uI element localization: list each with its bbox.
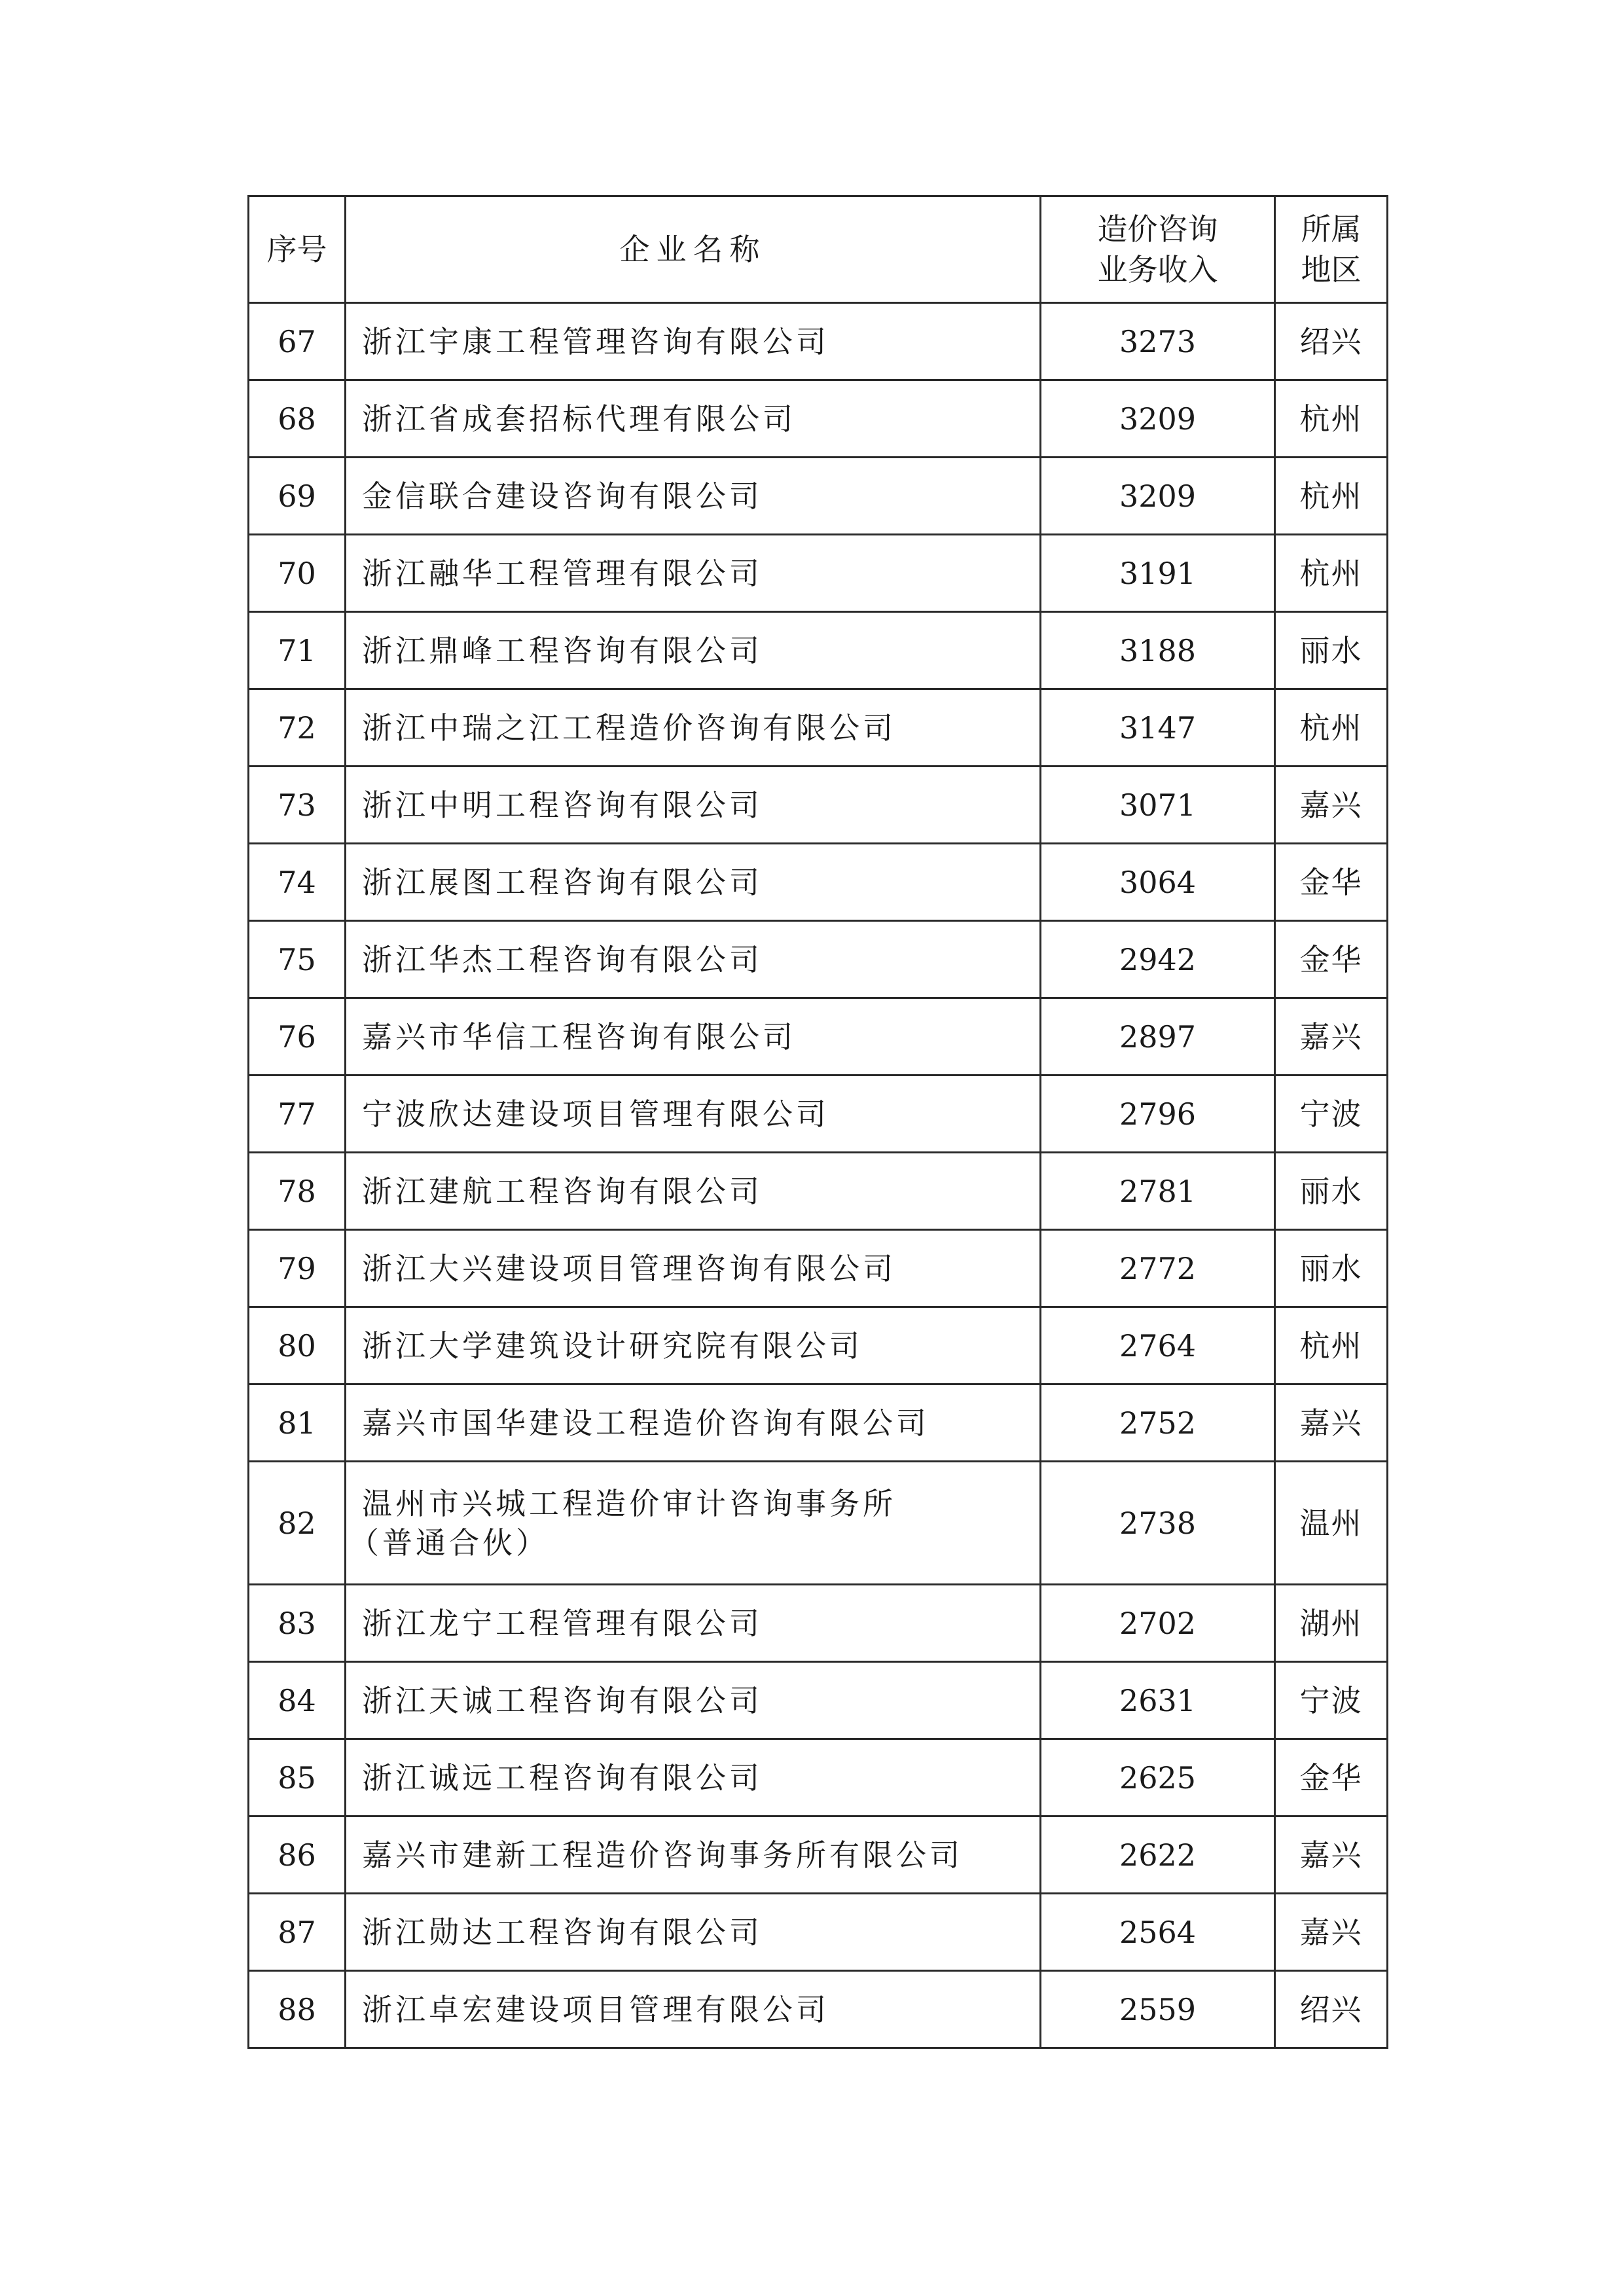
cell-company-name (346, 1971, 1041, 2048)
cell-company-name (346, 1816, 1041, 1894)
cell-region: 嘉兴 (1275, 998, 1388, 1075)
cell-revenue: 2631 (1041, 1662, 1275, 1739)
company-name-line1: 宁波欣达建设项目管理有限公司 (362, 1096, 829, 1132)
cell-revenue: 3273 (1041, 303, 1275, 380)
cell-no: 87 (249, 1894, 346, 1971)
cell-no: 68 (249, 380, 346, 458)
cell-company-name (346, 689, 1041, 767)
company-name-line1: 浙江鼎峰工程咨询有限公司 (362, 632, 763, 668)
ranking-table (247, 195, 1388, 2049)
table-row (249, 612, 1388, 689)
cell-company-name (346, 535, 1041, 612)
cell-no: 81 (249, 1384, 346, 1462)
cell-region: 绍兴 (1275, 303, 1388, 380)
table-row (249, 1307, 1388, 1384)
cell-no: 73 (249, 767, 346, 844)
cell-no: 71 (249, 612, 346, 689)
cell-region: 金华 (1275, 1739, 1388, 1816)
cell-region: 丽水 (1275, 1230, 1388, 1307)
table-row (249, 1230, 1388, 1307)
company-name-line1: 金信联合建设咨询有限公司 (362, 478, 763, 514)
cell-company-name (346, 1739, 1041, 1816)
cell-region: 嘉兴 (1275, 767, 1388, 844)
company-name-line1: 嘉兴市国华建设工程造价咨询有限公司 (362, 1405, 929, 1441)
cell-revenue: 2897 (1041, 998, 1275, 1075)
header-name: 企业名称 (346, 196, 1041, 303)
cell-region: 温州 (1275, 1462, 1388, 1585)
company-name-line1: 浙江展图工程咨询有限公司 (362, 864, 763, 900)
table-row (249, 767, 1388, 844)
cell-company-name (346, 1585, 1041, 1662)
cell-no: 75 (249, 921, 346, 998)
company-name-line1: 浙江建航工程咨询有限公司 (362, 1173, 763, 1209)
company-name-line1: 浙江天诚工程咨询有限公司 (362, 1682, 763, 1718)
header-region-line2: 地区 (1301, 252, 1362, 287)
cell-no: 70 (249, 535, 346, 612)
header-region (1275, 196, 1388, 303)
cell-no: 84 (249, 1662, 346, 1739)
cell-no: 74 (249, 844, 346, 921)
company-name-line1: 浙江龙宁工程管理有限公司 (362, 1605, 763, 1641)
header-revenue (1041, 196, 1275, 303)
cell-region: 丽水 (1275, 612, 1388, 689)
company-name-line1: 浙江大兴建设项目管理咨询有限公司 (362, 1250, 896, 1286)
cell-region: 宁波 (1275, 1662, 1388, 1739)
cell-no: 78 (249, 1153, 346, 1230)
cell-no: 67 (249, 303, 346, 380)
table-row (249, 303, 1388, 380)
cell-company-name (346, 303, 1041, 380)
cell-company-name (346, 1384, 1041, 1462)
company-name-line1: 浙江华杰工程咨询有限公司 (362, 941, 763, 977)
header-region-line1: 所属 (1301, 211, 1362, 247)
cell-no: 80 (249, 1307, 346, 1384)
cell-revenue: 2772 (1041, 1230, 1275, 1307)
cell-revenue: 3188 (1041, 612, 1275, 689)
cell-region: 杭州 (1275, 458, 1388, 535)
company-name-line1: 浙江勋达工程咨询有限公司 (362, 1914, 763, 1950)
company-name-line2: （普通合伙） (349, 1525, 549, 1561)
table-row (249, 535, 1388, 612)
table-row (249, 1075, 1388, 1153)
company-name-line1: 浙江大学建筑设计研究院有限公司 (362, 1328, 863, 1364)
cell-company-name (346, 921, 1041, 998)
cell-company-name (346, 1662, 1041, 1739)
company-name-line1: 浙江省成套招标代理有限公司 (362, 401, 796, 437)
cell-revenue: 2622 (1041, 1816, 1275, 1894)
cell-no: 76 (249, 998, 346, 1075)
company-name-line1: 浙江宇康工程管理咨询有限公司 (362, 323, 829, 359)
company-name-line1: 温州市兴城工程造价审计咨询事务所 (362, 1485, 896, 1521)
cell-region: 嘉兴 (1275, 1816, 1388, 1894)
cell-no: 72 (249, 689, 346, 767)
cell-no: 79 (249, 1230, 346, 1307)
cell-region: 宁波 (1275, 1075, 1388, 1153)
cell-company-name (346, 1462, 1041, 1585)
cell-company-name (346, 1075, 1041, 1153)
cell-company-name (346, 1230, 1041, 1307)
table-row (249, 1153, 1388, 1230)
cell-revenue: 2942 (1041, 921, 1275, 998)
cell-company-name (346, 844, 1041, 921)
cell-region: 嘉兴 (1275, 1384, 1388, 1462)
table-row (249, 1462, 1388, 1585)
cell-revenue: 2796 (1041, 1075, 1275, 1153)
table-row (249, 458, 1388, 535)
table-row (249, 689, 1388, 767)
cell-company-name (346, 612, 1041, 689)
cell-revenue: 2738 (1041, 1462, 1275, 1585)
cell-company-name (346, 380, 1041, 458)
cell-region: 湖州 (1275, 1585, 1388, 1662)
cell-revenue: 3147 (1041, 689, 1275, 767)
cell-company-name (346, 1307, 1041, 1384)
cell-revenue: 2764 (1041, 1307, 1275, 1384)
cell-region: 绍兴 (1275, 1971, 1388, 2048)
cell-revenue: 2625 (1041, 1739, 1275, 1816)
cell-revenue: 3209 (1041, 458, 1275, 535)
table-row (249, 1739, 1388, 1816)
cell-revenue: 3064 (1041, 844, 1275, 921)
cell-region: 丽水 (1275, 1153, 1388, 1230)
cell-region: 金华 (1275, 844, 1388, 921)
company-name-line1: 浙江诚远工程咨询有限公司 (362, 1760, 763, 1796)
cell-revenue: 3191 (1041, 535, 1275, 612)
table-row (249, 1971, 1388, 2048)
company-name-line1: 浙江卓宏建设项目管理有限公司 (362, 1991, 829, 2027)
cell-revenue: 3071 (1041, 767, 1275, 844)
header-row (249, 196, 1388, 303)
table-row (249, 1384, 1388, 1462)
cell-no: 85 (249, 1739, 346, 1816)
table-row (249, 1585, 1388, 1662)
cell-company-name (346, 1153, 1041, 1230)
company-name-line1: 浙江中明工程咨询有限公司 (362, 787, 763, 823)
table-row (249, 380, 1388, 458)
cell-region: 杭州 (1275, 689, 1388, 767)
cell-revenue: 2781 (1041, 1153, 1275, 1230)
table-row (249, 921, 1388, 998)
table-row (249, 1816, 1388, 1894)
cell-revenue: 2564 (1041, 1894, 1275, 1971)
table-row (249, 844, 1388, 921)
cell-no: 86 (249, 1816, 346, 1894)
cell-company-name (346, 998, 1041, 1075)
company-name-line1: 嘉兴市华信工程咨询有限公司 (362, 1019, 796, 1055)
header-revenue-line2: 业务收入 (1097, 252, 1218, 287)
cell-no: 82 (249, 1462, 346, 1585)
cell-no: 88 (249, 1971, 346, 2048)
cell-region: 嘉兴 (1275, 1894, 1388, 1971)
cell-company-name (346, 1894, 1041, 1971)
cell-revenue: 3209 (1041, 380, 1275, 458)
cell-region: 杭州 (1275, 535, 1388, 612)
cell-region: 杭州 (1275, 380, 1388, 458)
cell-company-name (346, 767, 1041, 844)
header-revenue-line1: 造价咨询 (1097, 211, 1218, 247)
cell-revenue: 2702 (1041, 1585, 1275, 1662)
company-name-line1: 浙江中瑞之江工程造价咨询有限公司 (362, 710, 896, 746)
cell-no: 83 (249, 1585, 346, 1662)
cell-revenue: 2752 (1041, 1384, 1275, 1462)
company-name-line1: 嘉兴市建新工程造价咨询事务所有限公司 (362, 1837, 963, 1873)
cell-no: 69 (249, 458, 346, 535)
cell-company-name (346, 458, 1041, 535)
table-row (249, 1894, 1388, 1971)
table-row (249, 998, 1388, 1075)
cell-no: 77 (249, 1075, 346, 1153)
cell-region: 杭州 (1275, 1307, 1388, 1384)
company-name-line1: 浙江融华工程管理有限公司 (362, 555, 763, 591)
table-body (249, 303, 1388, 2048)
header-no: 序号 (249, 196, 346, 303)
table-row (249, 1662, 1388, 1739)
cell-revenue: 2559 (1041, 1971, 1275, 2048)
cell-region: 金华 (1275, 921, 1388, 998)
